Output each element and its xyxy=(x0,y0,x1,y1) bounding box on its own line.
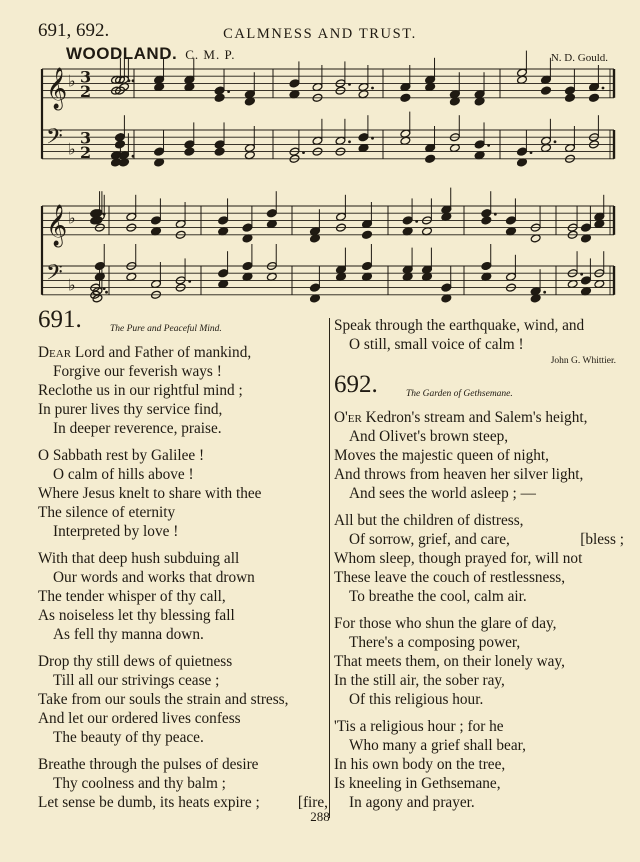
treble-clef-icon: 𝄞 xyxy=(46,67,68,109)
hymn-line xyxy=(334,652,624,671)
line-text: As noiseless let thy blessing fall xyxy=(38,607,235,624)
line-text: And sees the world asleep ; — xyxy=(349,485,536,502)
hymn-line xyxy=(334,427,624,446)
hymn-line xyxy=(38,755,328,774)
note-head xyxy=(565,93,576,102)
line-text: The silence of eternity xyxy=(38,504,176,521)
dot xyxy=(487,144,490,147)
note-head xyxy=(565,86,576,95)
dot xyxy=(371,137,374,140)
line-text: 'Tis a religious hour ; for he xyxy=(334,718,504,735)
line-text: Who many a grief shall bear, xyxy=(349,737,526,754)
note-head xyxy=(218,216,229,225)
dot xyxy=(530,151,533,154)
line-text: All but the children of distress, xyxy=(334,512,524,529)
overflow-word: [fire, xyxy=(297,794,328,811)
bass-clef-icon: 𝄢 xyxy=(46,260,63,291)
note-head xyxy=(154,147,165,156)
hymn-line xyxy=(334,690,624,709)
hymn-number: 692. xyxy=(334,371,378,398)
line-text: Till all our strivings cease ; xyxy=(53,672,220,689)
note-head xyxy=(115,140,126,149)
hymn-691-stanzas xyxy=(38,343,328,812)
hymn-line xyxy=(334,633,624,652)
line-text: Interpreted by love ! xyxy=(53,523,179,540)
line-text: Our words and works that drown xyxy=(53,569,255,586)
line-text: O Sabbath rest by Galilee ! xyxy=(38,447,205,464)
note-head xyxy=(481,216,492,225)
hymn-line xyxy=(334,755,624,774)
hymn-line xyxy=(38,774,328,793)
dot xyxy=(132,155,135,158)
hymn-line xyxy=(334,549,624,568)
stanza xyxy=(334,316,624,354)
dot xyxy=(348,83,351,86)
hymn-line xyxy=(38,362,328,381)
note-head xyxy=(402,216,413,225)
line-text: And throws from heaven her silver light, xyxy=(334,466,584,483)
line-text: Is kneeling in Gethsemane, xyxy=(334,775,501,792)
stanza xyxy=(334,614,624,709)
line-text: Kedron's stream and Salem's height, xyxy=(361,409,588,426)
dot xyxy=(554,140,557,143)
hymn-line xyxy=(38,625,328,644)
hymn-692-stanzas xyxy=(334,408,624,812)
bass-clef-icon: 𝄢 xyxy=(46,124,63,155)
line-text: In purer lives thy service find, xyxy=(38,401,223,418)
note-head xyxy=(214,93,225,102)
flat-icon: ♭ xyxy=(68,275,76,295)
line-text: And Olivet's brown steep, xyxy=(349,428,509,445)
line-text: Breathe through the pulses of desire xyxy=(38,756,259,773)
line-text: In deeper reverence, praise. xyxy=(53,420,222,437)
line-text: O still, small voice of calm ! xyxy=(349,336,524,353)
note-head xyxy=(218,269,229,278)
note-head xyxy=(441,283,452,292)
note-head xyxy=(266,209,277,218)
hymn-author: John G. Whittier. xyxy=(550,356,616,366)
line-text: Thy coolness and thy balm ; xyxy=(53,775,226,792)
note-head xyxy=(589,93,600,102)
page-numbers: 691, 692. xyxy=(38,20,110,41)
note-head xyxy=(184,147,195,156)
note-head xyxy=(581,223,592,232)
note-head xyxy=(214,147,225,156)
line-text: Speak through the earthquake, wind, and xyxy=(334,317,585,334)
note-head xyxy=(242,223,253,232)
hymn-line xyxy=(334,587,624,606)
hymn-title: The Garden of Gethsemane. xyxy=(406,389,513,399)
hymn-line xyxy=(38,465,328,484)
hymn-line xyxy=(334,335,624,354)
hymn-line xyxy=(38,446,328,465)
note-head xyxy=(481,261,492,270)
hymn-line xyxy=(38,652,328,671)
initial-word: Dear xyxy=(38,344,72,361)
hymn-691-continued xyxy=(334,316,624,354)
hymn-line xyxy=(38,400,328,419)
hymn-number: 691. xyxy=(38,306,82,333)
hymn-line xyxy=(38,503,328,522)
hymn-line xyxy=(38,343,328,362)
dot xyxy=(348,140,351,143)
overflow-word: [bless ; xyxy=(580,531,624,548)
line-text: In the still air, the sober ray, xyxy=(334,672,505,689)
flat-icon: ♭ xyxy=(68,139,76,159)
hymn-line xyxy=(334,316,624,335)
hymn-line xyxy=(334,484,624,503)
dot xyxy=(415,220,418,223)
column-divider xyxy=(329,318,330,818)
section-title: CALMNESS AND TRUST. xyxy=(223,26,417,42)
hymn-691 xyxy=(38,306,328,812)
stanza xyxy=(38,343,328,438)
hymn-line xyxy=(334,446,624,465)
note-head xyxy=(151,216,162,225)
hymn-line xyxy=(38,690,328,709)
line-text: O calm of hills above ! xyxy=(53,466,194,483)
dot xyxy=(188,280,191,283)
stanza xyxy=(38,755,328,812)
hymn-line xyxy=(334,614,624,633)
hymn-title: The Pure and Peaceful Mind. xyxy=(110,324,222,334)
line-text: That meets them, on their lonely way, xyxy=(334,653,565,670)
hymn-line xyxy=(334,736,624,755)
line-text: As fell thy manna down. xyxy=(53,626,204,643)
line-text: Of this religious hour. xyxy=(349,691,484,708)
right-column xyxy=(334,316,624,820)
note-head xyxy=(242,261,253,270)
line-text: Where Jesus knelt to share with thee xyxy=(38,485,262,502)
note-head xyxy=(94,261,105,270)
note-head xyxy=(358,133,369,142)
hymn-691-heading xyxy=(38,306,328,339)
note-head xyxy=(184,140,195,149)
line-text: Of sorrow, grief, and care, xyxy=(349,531,510,548)
line-text: Drop thy still dews of quietness xyxy=(38,653,233,670)
hymn-line xyxy=(38,728,328,747)
hymn-line xyxy=(334,511,624,530)
line-text: Lord and Father of mankind, xyxy=(71,344,252,361)
tune-name: WOODLAND. xyxy=(66,44,178,63)
note-head xyxy=(474,140,485,149)
note-head xyxy=(214,140,225,149)
treble-clef-icon: 𝄞 xyxy=(46,204,68,246)
hymn-line xyxy=(38,568,328,587)
line-text: To breathe the cool, calm air. xyxy=(349,588,527,605)
tune-meter: C. M. P. xyxy=(185,47,236,62)
hymn-line xyxy=(334,774,624,793)
note-head xyxy=(400,93,411,102)
line-text: Moves the majestic queen of night, xyxy=(334,447,549,464)
composer: N. D. Gould. xyxy=(550,52,608,64)
line-text: In agony and prayer. xyxy=(349,794,475,811)
time-signature-bottom: 2 xyxy=(80,142,92,162)
hymn-line xyxy=(38,587,328,606)
stanza xyxy=(334,511,624,606)
hymn-line xyxy=(38,671,328,690)
hymn-line xyxy=(38,709,328,728)
note-head xyxy=(362,230,373,239)
line-text: There's a composing power, xyxy=(349,634,521,651)
note-head xyxy=(541,86,552,95)
dot xyxy=(543,291,546,294)
note-head xyxy=(115,133,126,142)
note-head xyxy=(310,283,321,292)
dot xyxy=(103,287,106,290)
note-head xyxy=(581,276,592,285)
line-text: Reclothe us in our rightful mind ; xyxy=(38,382,243,399)
note-head xyxy=(517,147,528,156)
dot xyxy=(371,87,374,90)
dot xyxy=(494,213,497,216)
flat-icon: ♭ xyxy=(68,208,76,228)
hymn-line xyxy=(334,530,624,549)
note-head xyxy=(289,79,300,88)
stanza xyxy=(38,549,328,644)
line-text: And let our ordered lives confess xyxy=(38,710,241,727)
hymn-line xyxy=(38,484,328,503)
music-score xyxy=(0,0,640,310)
line-text: Whom sleep, though prayed for, will not xyxy=(334,550,583,567)
note-head xyxy=(425,154,436,163)
line-text: Take from our souls the strain and stress, xyxy=(38,691,289,708)
line-text: In his own body on the tree, xyxy=(334,756,506,773)
stanza xyxy=(38,446,328,541)
hymn-line xyxy=(38,606,328,625)
hymn-line xyxy=(38,381,328,400)
hymn-line xyxy=(334,408,624,427)
note-head xyxy=(214,86,225,95)
line-text: The beauty of thy peace. xyxy=(53,729,204,746)
hymn-line xyxy=(334,568,624,587)
hymn-line xyxy=(38,522,328,541)
hymn-line xyxy=(38,549,328,568)
page-footer-number: 288 xyxy=(310,809,330,824)
dot xyxy=(132,79,135,82)
hymn-line xyxy=(334,717,624,736)
hymn-line xyxy=(334,671,624,690)
line-text: With that deep hush subduing all xyxy=(38,550,240,567)
time-signature-bottom: 2 xyxy=(80,81,92,101)
note-head xyxy=(506,216,517,225)
hymn-line xyxy=(334,465,624,484)
note-head xyxy=(481,209,492,218)
stanza xyxy=(38,652,328,747)
line-text: The tender whisper of thy call, xyxy=(38,588,226,605)
line-text: Forgive our feverish ways ! xyxy=(53,363,222,380)
dot xyxy=(602,87,605,90)
time-signature-top: 3 xyxy=(80,67,92,87)
stanza xyxy=(334,408,624,503)
time-signature-top: 3 xyxy=(80,128,92,148)
line-text: Let sense be dumb, its heats expire ; xyxy=(38,794,260,811)
hymn-line xyxy=(38,419,328,438)
stanza xyxy=(334,717,624,812)
line-text: These leave the couch of restlessness, xyxy=(334,569,566,586)
line-text: For those who shun the glare of day, xyxy=(334,615,557,632)
dot xyxy=(227,90,230,93)
note-head xyxy=(362,261,373,270)
initial-word: O'er xyxy=(334,409,362,426)
dot xyxy=(302,151,305,154)
flat-icon: ♭ xyxy=(68,71,76,91)
dot xyxy=(580,273,583,276)
dot xyxy=(105,291,108,294)
hymn-692-heading xyxy=(334,371,624,404)
